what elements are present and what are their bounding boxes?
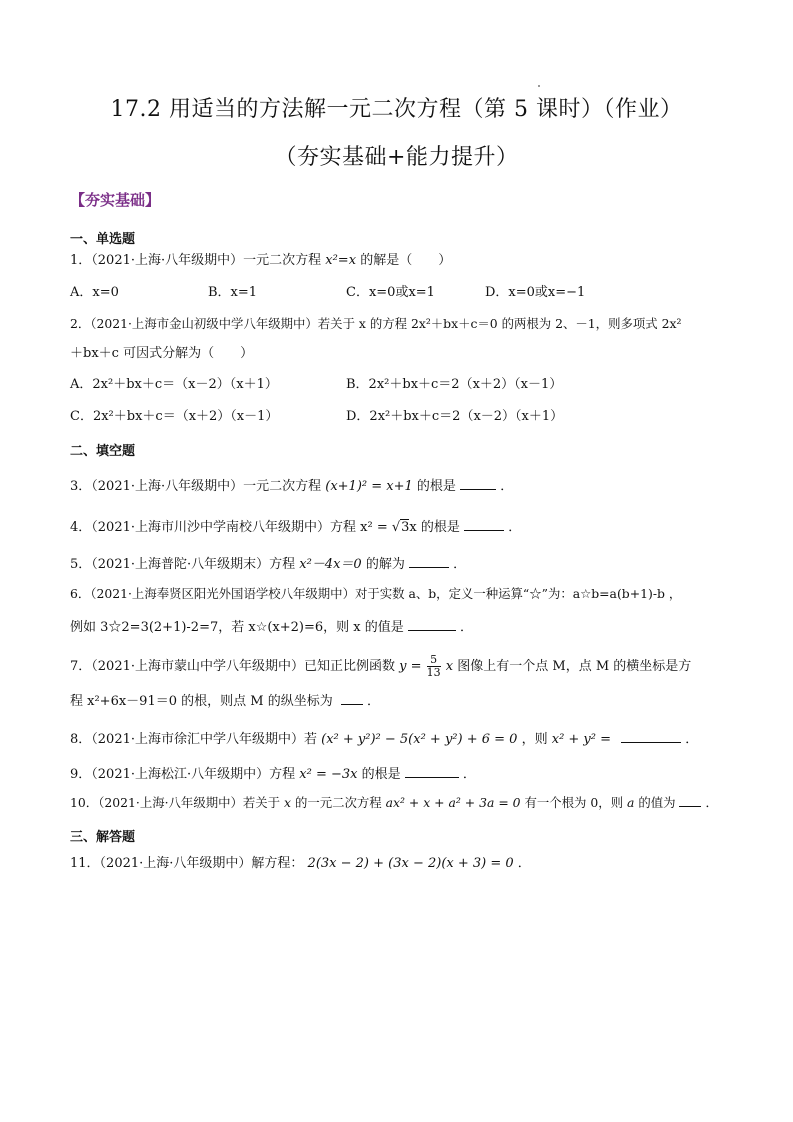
q9-equation: x² = −3x xyxy=(299,767,358,782)
page-subtitle: （夯实基础+能力提升） xyxy=(274,145,519,170)
question-4: 4．（2021·上海市川沙中学南校八年级期中）方程 x² = √3x 的根是 ． xyxy=(70,516,730,537)
q6-answer-blank[interactable] xyxy=(408,616,456,631)
q7-answer-blank[interactable] xyxy=(341,690,363,705)
scan-dot xyxy=(538,85,540,87)
question-1: 1．（2021·上海·八年级期中）一元二次方程 x²=x 的解是（ ） xyxy=(70,253,452,268)
question-3: 3．（2021·上海·八年级期中）一元二次方程 (x+1)² = x+1 的根是 ． xyxy=(70,475,730,496)
q3-answer-blank[interactable] xyxy=(460,475,496,490)
sqrt-icon: √ xyxy=(391,520,401,535)
q10-answer-blank[interactable] xyxy=(679,792,701,807)
question-8: 8．（2021·上海市徐汇中学八年级期中）若 (x² + y²)² − 5(x² + y²) + 6 = 0 ，则 x² + y² = ． xyxy=(70,728,730,749)
q4-answer-blank[interactable] xyxy=(464,516,504,531)
question-9: 9．（2021·上海松江·八年级期中）方程 x² = −3x 的根是 ． xyxy=(70,763,730,784)
q1-equation: x²=x xyxy=(325,253,357,268)
question-10: 10．（2021·上海·八年级期中）若关于 x 的一元二次方程 ax² + x + a² + 3a = 0 有一个根为 0，则 a 的值为 ． xyxy=(70,792,730,812)
question-2-line-1: 2．（2021·上海市金山初级中学八年级期中）若关于 x 的方程 2x²＋bx＋c＝0 的两根为 2、－1，则多项式 2x² xyxy=(70,316,682,331)
question-2-line-2: ＋bx＋c 可因式分解为（ ） xyxy=(70,346,254,361)
section-tag: 【夯实基础】 xyxy=(70,191,161,209)
q8-equation: (x² + y²)² − 5(x² + y²) + 6 = 0 xyxy=(321,732,518,747)
q2-option-b: B．2x²＋bx＋c＝2（x＋2）（x－1） xyxy=(346,377,563,392)
q10-equation: ax² + x + a² + 3a = 0 xyxy=(385,795,521,810)
q7-fraction: $\frac{5}{13}$ xyxy=(426,653,441,679)
page-title: 17.2 用适当的方法解一元二次方程（第 5 课时）（作业） xyxy=(110,97,683,122)
q1-option-d: D．x=0或x=−1 xyxy=(485,285,586,300)
question-11: 11．（2021·上海·八年级期中）解方程： 2(3x − 2) + (3x − 2)(x + 3) = 0 ． xyxy=(70,856,531,871)
question-7-line-1: 7．（2021·上海市蒙山中学八年级期中）已知正比例函数 y = $\frac{5}{13}$ x 图像上有一个点 M，点 M 的横坐标是方 xyxy=(70,653,692,679)
q5-equation: x²－4x＝0 xyxy=(299,557,362,572)
q2-option-c: C．2x²＋bx＋c＝（x＋2）（x－1） xyxy=(70,409,279,424)
question-6-line-2: 例如 3☆2=3(2+1)-2=7，若 x☆(x+2)=6，则 x 的值是 ． xyxy=(70,616,730,637)
question-5: 5．（2021·上海普陀·八年级期末）方程 x²－4x＝0 的解为 ． xyxy=(70,553,730,574)
question-6-line-1: 6．（2021·上海奉贤区阳光外国语学校八年级期中）对于实数 a、b，定义一种运算“☆”为：a☆b=a(b+1)-b ， xyxy=(70,586,682,601)
q2-option-a: A．2x²＋bx＋c＝（x－2）（x＋1） xyxy=(70,377,278,392)
q9-answer-blank[interactable] xyxy=(405,763,459,778)
q2-option-d: D．2x²＋bx＋c＝2（x－2）（x＋1） xyxy=(346,409,564,424)
q1-option-b: B．x=1 xyxy=(208,285,258,300)
heading-single-choice: 一、单选题 xyxy=(70,232,136,247)
heading-solve: 三、解答题 xyxy=(70,830,136,845)
q5-answer-blank[interactable] xyxy=(409,553,449,568)
q1-option-a: A．x=0 xyxy=(70,285,119,300)
q8-expression: x² + y² = xyxy=(551,732,612,747)
question-7-line-2: 程 x²+6x－91＝0 的根，则点 M 的纵坐标为 ． xyxy=(70,690,730,711)
heading-fill-blank: 二、填空题 xyxy=(70,444,136,459)
q1-option-c: C．x=0或x=1 xyxy=(346,285,435,300)
q8-answer-blank[interactable] xyxy=(621,728,681,743)
q11-equation: 2(3x − 2) + (3x − 2)(x + 3) = 0 xyxy=(307,856,514,871)
q3-equation: (x+1)² = x+1 xyxy=(325,479,413,494)
